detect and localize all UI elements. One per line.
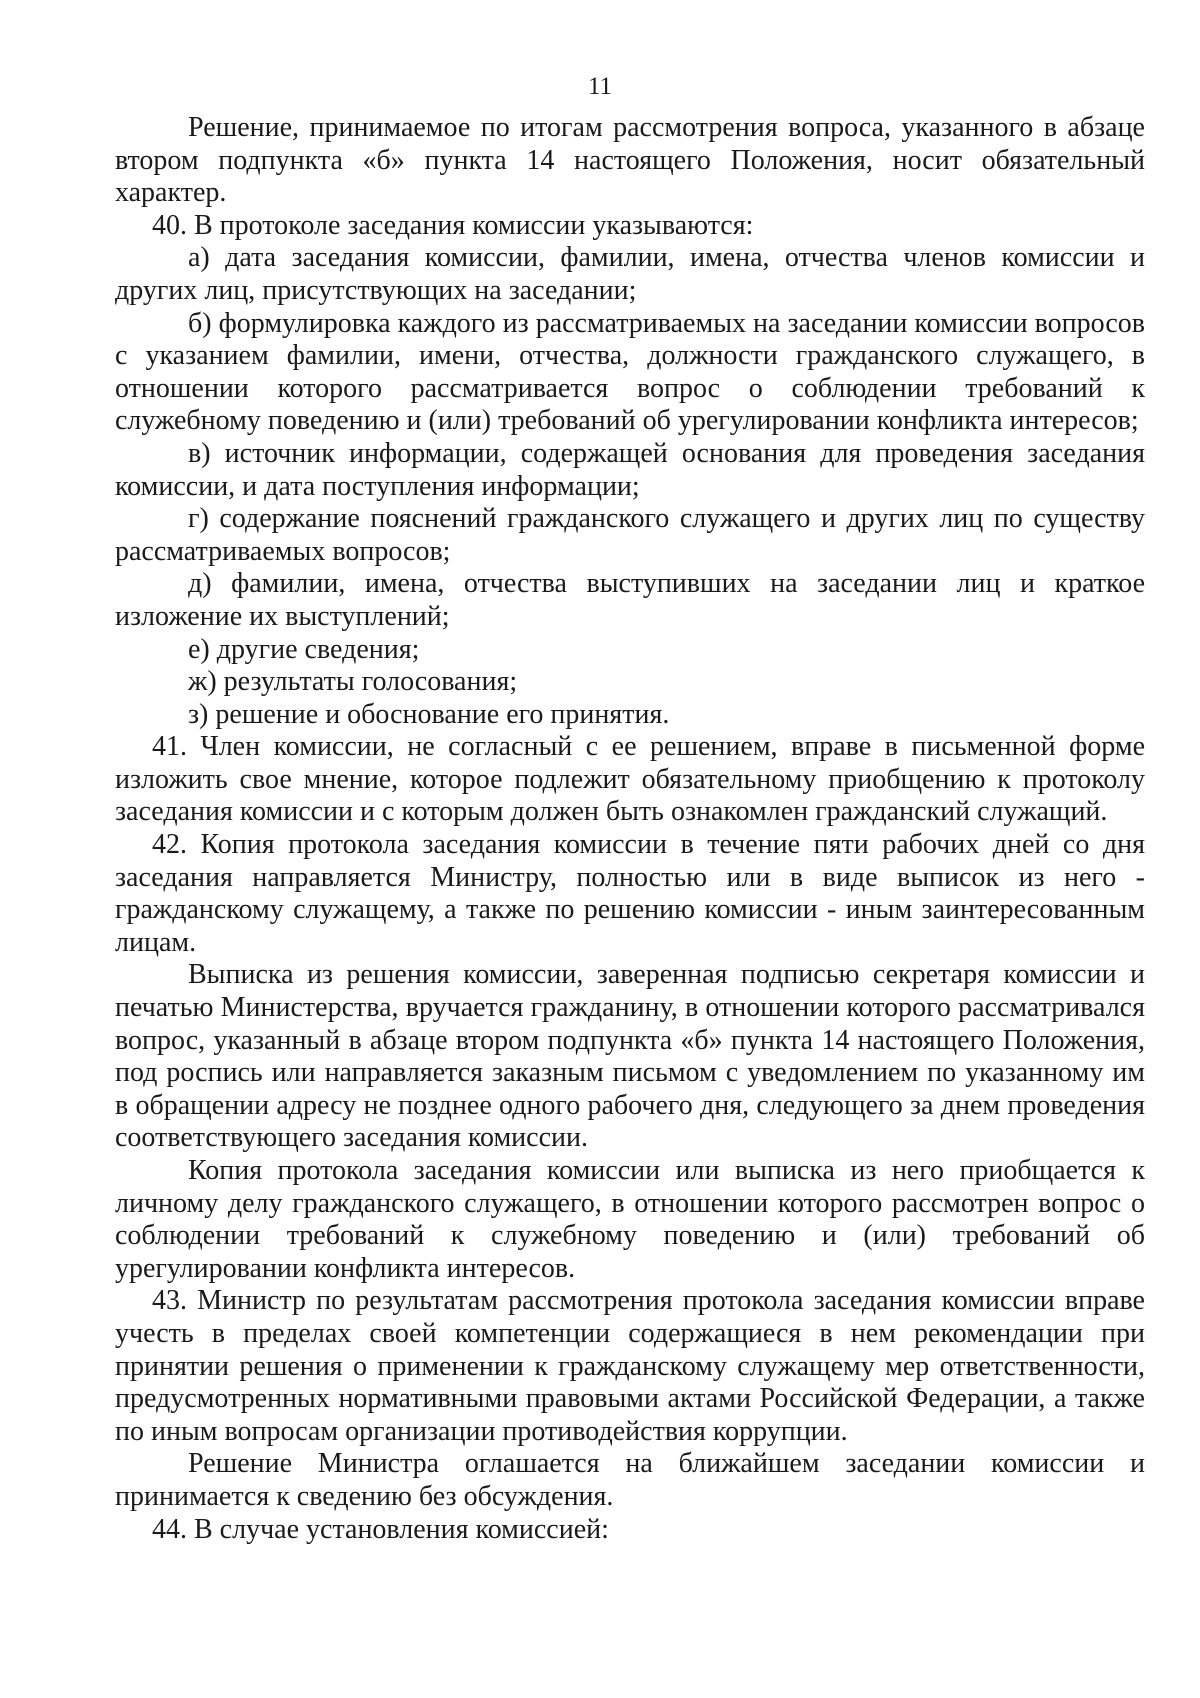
document-body [115, 112, 1145, 1546]
paragraph-44: 44. В случае установления комиссией: [152, 1513, 609, 1545]
paragraph-40-z: з) решение и обоснование его принятия. [188, 698, 670, 730]
paragraph-42: 42. Копия протокола заседания комиссии в течение пяти рабочих дней со дня заседания направляется Министру, полностью или в виде выписок из него - гражданскому служащему, а также по решению комиссии - иным заинтересованным лицам. [115, 829, 1145, 958]
paragraph-40-b: б) формулировка каждого из рассматриваемых на заседании комиссии вопросов с указанием фамилии, имени, отчества, должности гражданского служащего, в отношении которого рассматривается вопрос о соблюдении требований к служебному поведению и (или) требований об урегулировании конфликта интересов; [115, 307, 1145, 437]
paragraph-43-minister-decision: Решение Министра оглашается на ближайшем заседании комиссии и принимается к сведению без обсуждения. [115, 1448, 1145, 1512]
paragraph-40: 40. В протоколе заседания комиссии указываются: [152, 209, 754, 241]
paragraph-40-v: в) источник информации, содержащей основания для проведения заседания комиссии, и дата поступления информации; [115, 437, 1145, 502]
paragraph-43: 43. Министр по результатам рассмотрения протокола заседания комиссии вправе учесть в пределах своей компетенции содержащиеся в нем рекомендации при принятии решения о применении к гражданскому служащему мер ответственности, предусмотренных нормативными правовыми актами Российской Федерации, а также по иным вопросам организации противодействия коррупции. [115, 1285, 1145, 1447]
paragraph-decision-binding: Решение, принимаемое по итогам рассмотрения вопроса, указанного в абзаце втором подпункта «б» пункта 14 настоящего Положения, носит обязательный характер. [115, 112, 1145, 209]
paragraph-40-zh: ж) результаты голосования; [188, 666, 518, 698]
paragraph-40-d: д) фамилии, имена, отчества выступивших на заседании лиц и краткое изложение их выступлений; [115, 568, 1145, 632]
paragraph-40-e: е) другие сведения; [188, 633, 420, 665]
paragraph-41: 41. Член комиссии, не согласный с ее решением, вправе в письменной форме изложить свое мнение, которое подлежит обязательному приобщению к протоколу заседания комиссии и с которым должен быть ознакомлен гражданский служащий. [115, 731, 1145, 828]
paragraph-40-a: а) дата заседания комиссии, фамилии, имена, отчества членов комиссии и других лиц, присутствующих на заседании; [115, 242, 1145, 306]
paragraph-40-g: г) содержание пояснений гражданского служащего и других лиц по существу рассматриваемых вопросов; [115, 503, 1145, 567]
paragraph-42-extract: Выписка из решения комиссии, заверенная подписью секретаря комиссии и печатью Министерства, вручается гражданину, в отношении которого рассматривался вопрос, указанный в абзаце втором подпункта «б» пункта 14 настоящего Положения, под роспись или направляется заказным письмом с уведомлением по указанному им в обращении адресу не позднее одного рабочего дня, следующего за днем проведения соответствующего заседания комиссии. [115, 959, 1145, 1154]
page-number: 11 [587, 73, 613, 100]
paragraph-42-copy: Копия протокола заседания комиссии или выписка из него приобщается к личному делу гражданского служащего, в отношении которого рассмотрен вопрос о соблюдении требований к служебному поведению и (или) требований об урегулировании конфликта интересов. [115, 1155, 1145, 1284]
